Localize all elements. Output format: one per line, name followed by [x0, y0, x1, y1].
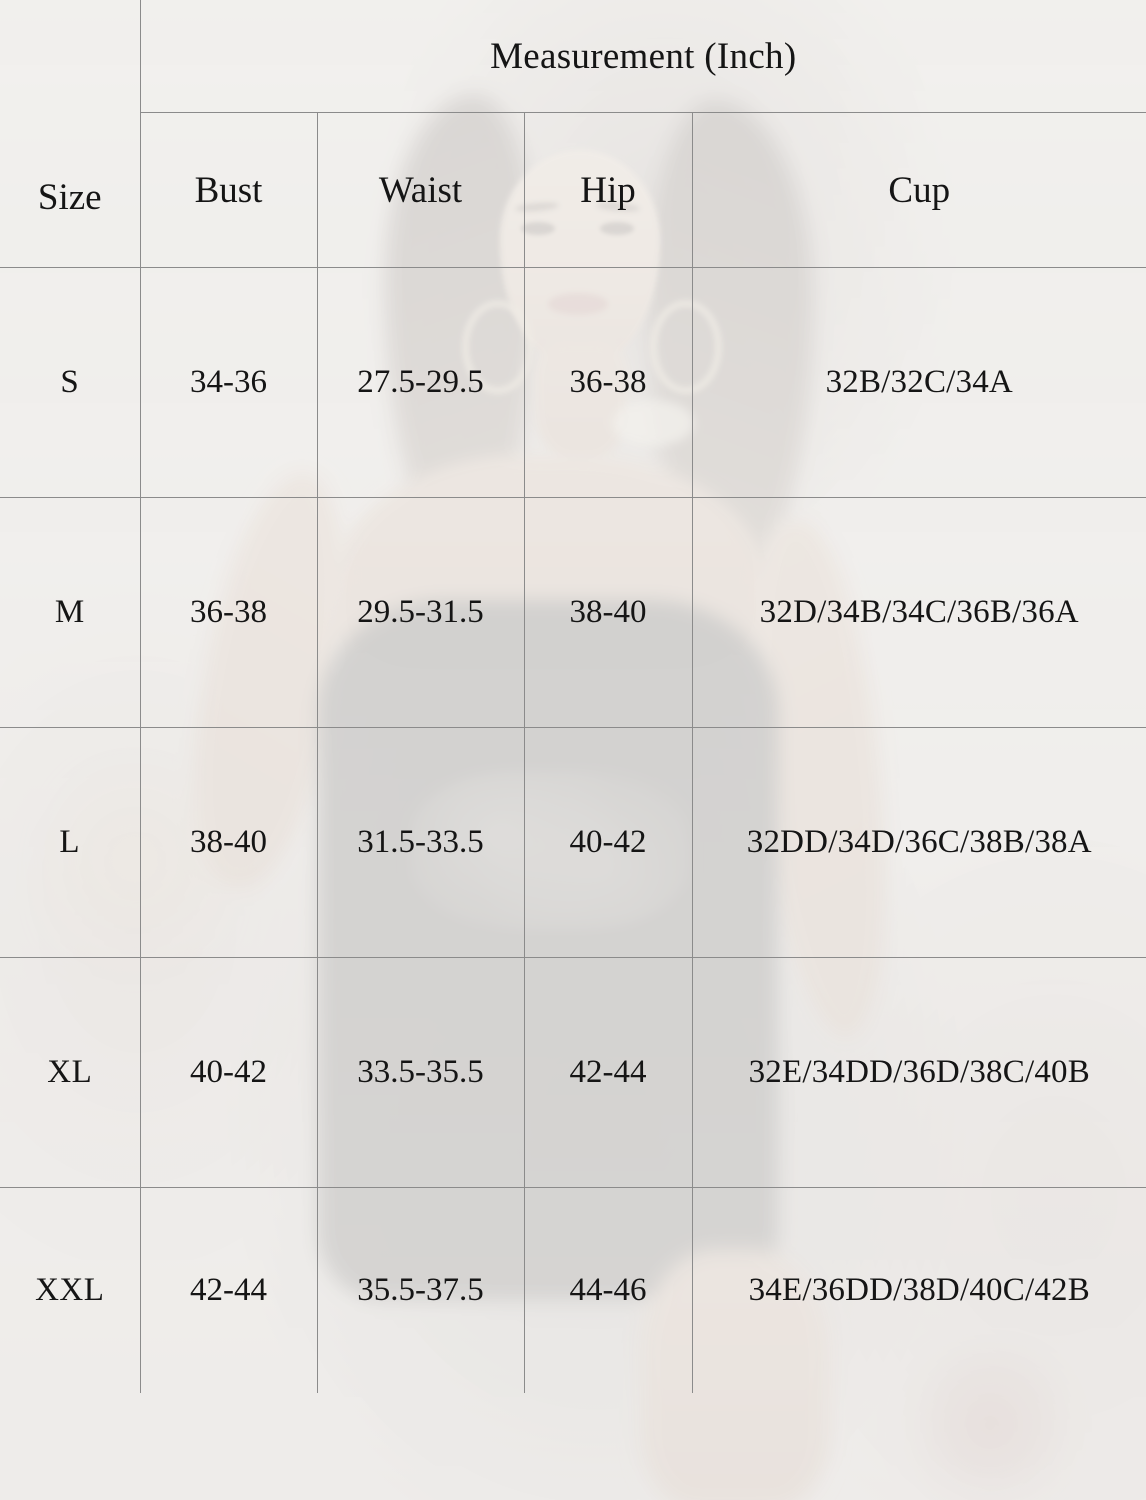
- row-size-s: S: [0, 268, 140, 498]
- header-measurement-title: Measurement (Inch): [140, 0, 1146, 113]
- header-hip: Hip: [524, 113, 692, 268]
- cell-cup-s: 32B/32C/34A: [692, 268, 1146, 498]
- cell-bust-xl: 40-42: [140, 958, 317, 1188]
- cell-hip-xxl: 44-46: [524, 1188, 692, 1394]
- row-size-m: M: [0, 498, 140, 728]
- cell-cup-l: 32DD/34D/36C/38B/38A: [692, 728, 1146, 958]
- header-size: Size: [0, 0, 140, 268]
- cell-hip-l: 40-42: [524, 728, 692, 958]
- cell-bust-s: 34-36: [140, 268, 317, 498]
- row-size-xxl: XXL: [0, 1188, 140, 1394]
- table-row: [0, 728, 1146, 958]
- cell-hip-xl: 42-44: [524, 958, 692, 1188]
- row-size-xl: XL: [0, 958, 140, 1188]
- header-waist: Waist: [317, 113, 524, 268]
- cell-waist-xxl: 35.5-37.5: [317, 1188, 524, 1394]
- header-bust: Bust: [140, 113, 317, 268]
- cell-waist-xl: 33.5-35.5: [317, 958, 524, 1188]
- cell-bust-xxl: 42-44: [140, 1188, 317, 1394]
- cell-waist-l: 31.5-33.5: [317, 728, 524, 958]
- cell-hip-s: 36-38: [524, 268, 692, 498]
- table-row: [0, 1188, 1146, 1394]
- table-row: [0, 498, 1146, 728]
- cell-cup-xxl: 34E/36DD/38D/40C/42B: [692, 1188, 1146, 1394]
- table-row: [0, 268, 1146, 498]
- cell-hip-m: 38-40: [524, 498, 692, 728]
- row-size-l: L: [0, 728, 140, 958]
- table-row: [0, 958, 1146, 1188]
- cell-bust-m: 36-38: [140, 498, 317, 728]
- table-header-row-title: [0, 0, 1146, 113]
- cell-waist-m: 29.5-31.5: [317, 498, 524, 728]
- cell-bust-l: 38-40: [140, 728, 317, 958]
- cell-waist-s: 27.5-29.5: [317, 268, 524, 498]
- table-header-row-columns: [0, 113, 1146, 268]
- cell-cup-m: 32D/34B/34C/36B/36A: [692, 498, 1146, 728]
- cell-cup-xl: 32E/34DD/36D/38C/40B: [692, 958, 1146, 1188]
- header-cup: Cup: [692, 113, 1146, 268]
